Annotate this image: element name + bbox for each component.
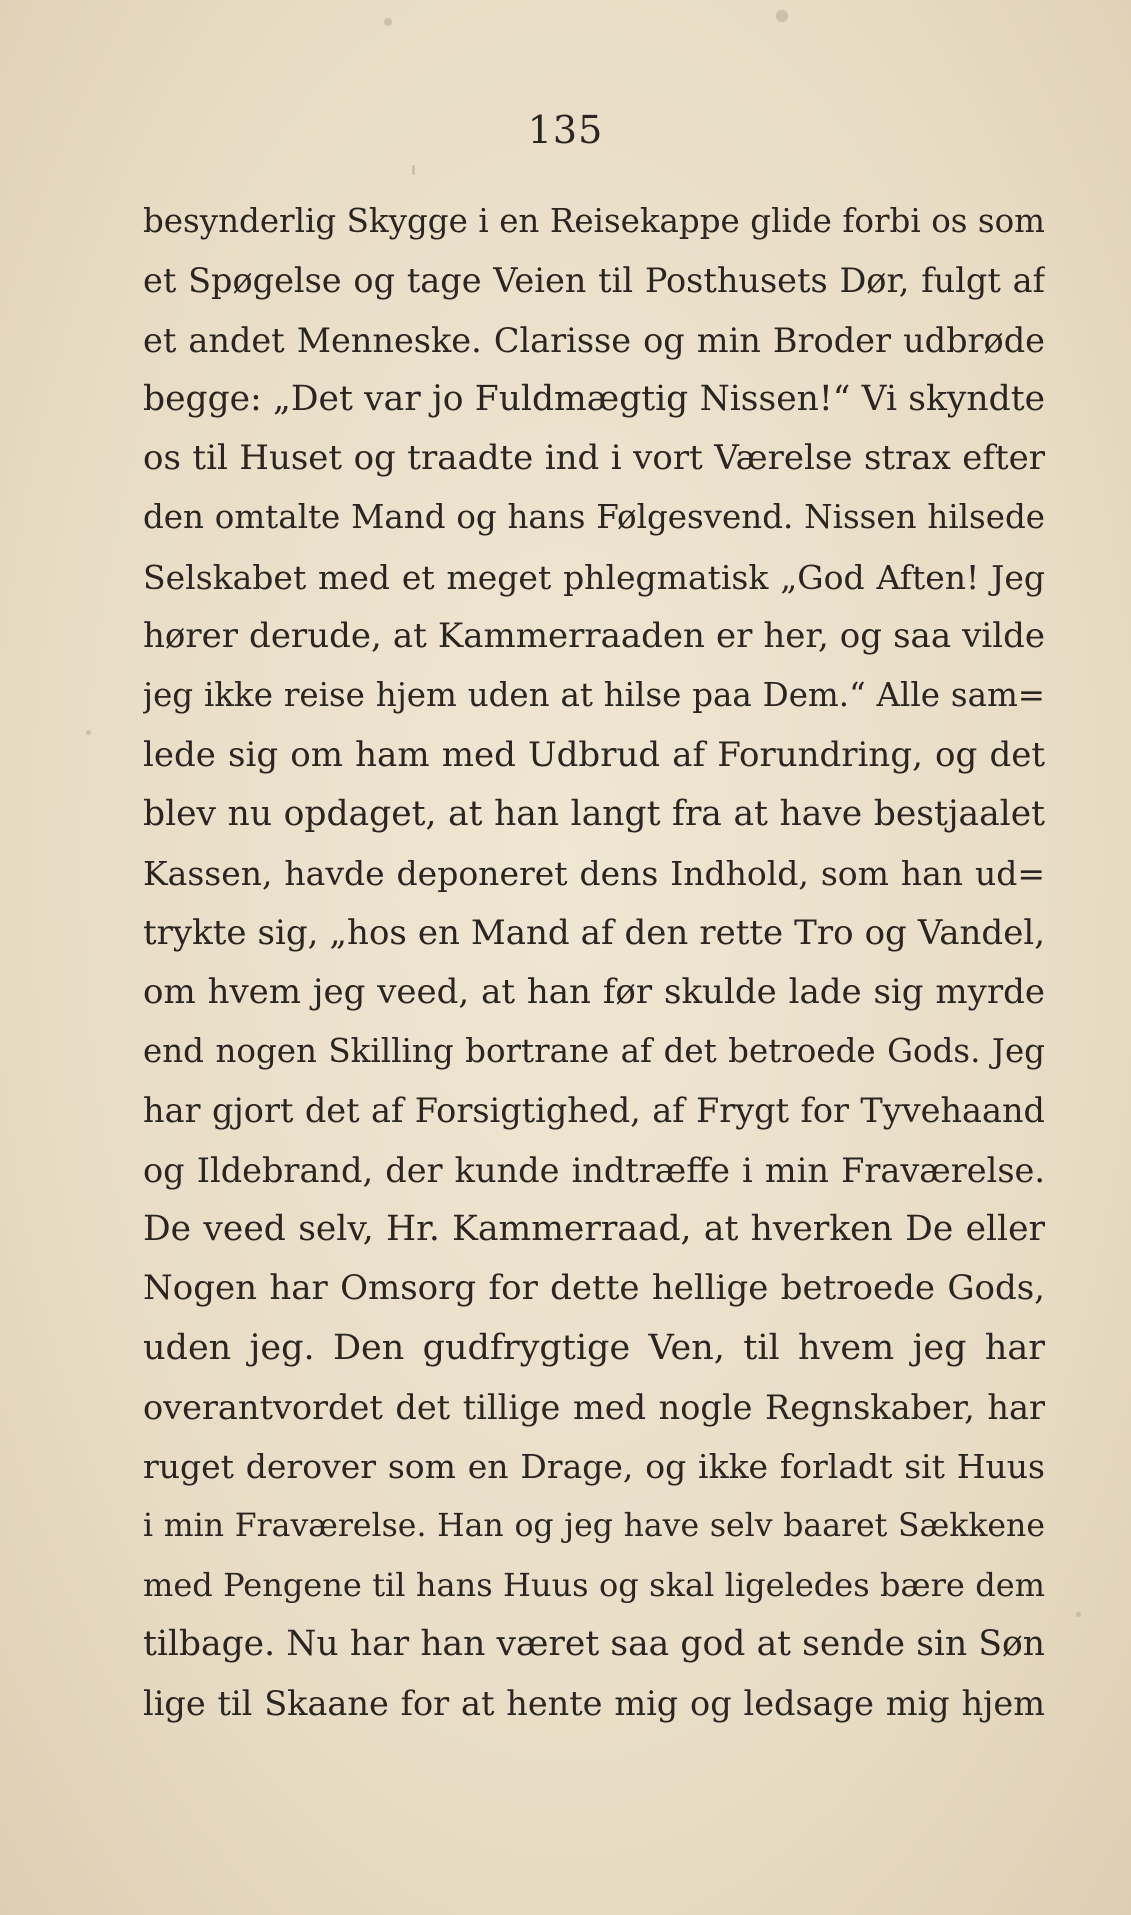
text-line: har gjort det af Forsigtighed, af Frygt for Tyvehaand xyxy=(143,1091,1045,1131)
text-line: begge: „Det var jo Fuldmægtig Nissen!“ Vi skyndte xyxy=(143,378,1045,419)
text-line: Selskabet med et meget phlegmatisk „God Aften! Jeg xyxy=(143,557,1045,597)
paper-speck xyxy=(86,730,91,735)
paper-speck xyxy=(776,10,788,22)
text-line: lige til Skaane for at hente mig og ledsage mig hjem xyxy=(143,1684,1045,1724)
text-line: og Ildebrand, der kunde indtræffe i min Fraværelse. xyxy=(143,1150,1045,1190)
paper-speck xyxy=(1076,1612,1081,1617)
text-line: et andet Menneske. Clarisse og min Broder udbrøde xyxy=(143,320,1045,360)
text-line: den omtalte Mand og hans Følgesvend. Nissen hilsede xyxy=(143,498,1045,537)
text-line: med Pengene til hans Huus og skal ligeledes bære dem xyxy=(143,1565,1045,1604)
text-line: lede sig om ham med Udbrud af Forundring, og det xyxy=(143,734,1045,775)
text-line: end nogen Skilling bortrane af det betroede Gods. Jeg xyxy=(143,1032,1045,1071)
text-line: hører derude, at Kammerraaden er her, og saa vilde xyxy=(143,616,1045,657)
text-line: ruget derover som en Drage, og ikke forladt sit Huus xyxy=(143,1447,1045,1487)
text-line: trykte sig, „hos en Mand af den rette Tro og Vandel, xyxy=(143,912,1045,953)
text-line: overantvordet det tillige med nogle Regnskaber, har xyxy=(143,1387,1045,1427)
page-number: 135 xyxy=(527,108,604,152)
text-line: Nogen har Omsorg for dette hellige betroede Gods, xyxy=(143,1268,1045,1309)
text-line: os til Huset og traadte ind i vort Værelse strax efter xyxy=(143,438,1045,479)
text-line: blev nu opdaget, at han langt fra at have bestjaalet xyxy=(143,793,1045,834)
paper-speck xyxy=(384,18,392,26)
text-line: Kassen, havde deponeret dens Indhold, som han ud= xyxy=(143,854,1045,894)
body-text xyxy=(143,192,1045,1734)
paper-speck xyxy=(412,165,415,175)
text-line: om hvem jeg veed, at han før skulde lade sig myrde xyxy=(143,971,1045,1012)
text-line: i min Fraværelse. Han og jeg have selv baaret Sækkene xyxy=(143,1507,1045,1544)
text-line: jeg ikke reise hjem uden at hilse paa Dem.“ Alle sam= xyxy=(143,676,1045,715)
text-line: tilbage. Nu har han været saa god at sende sin Søn xyxy=(143,1624,1045,1665)
text-line: De veed selv, Hr. Kammerraad, at hverken De eller xyxy=(143,1209,1045,1250)
text-line: uden jeg. Den gudfrygtige Ven, til hvem jeg har xyxy=(143,1327,1045,1368)
text-line: besynderlig Skygge i en Reisekappe glide forbi os som xyxy=(143,202,1045,240)
text-line: et Spøgelse og tage Veien til Posthusets Dør, fulgt af xyxy=(143,261,1045,301)
